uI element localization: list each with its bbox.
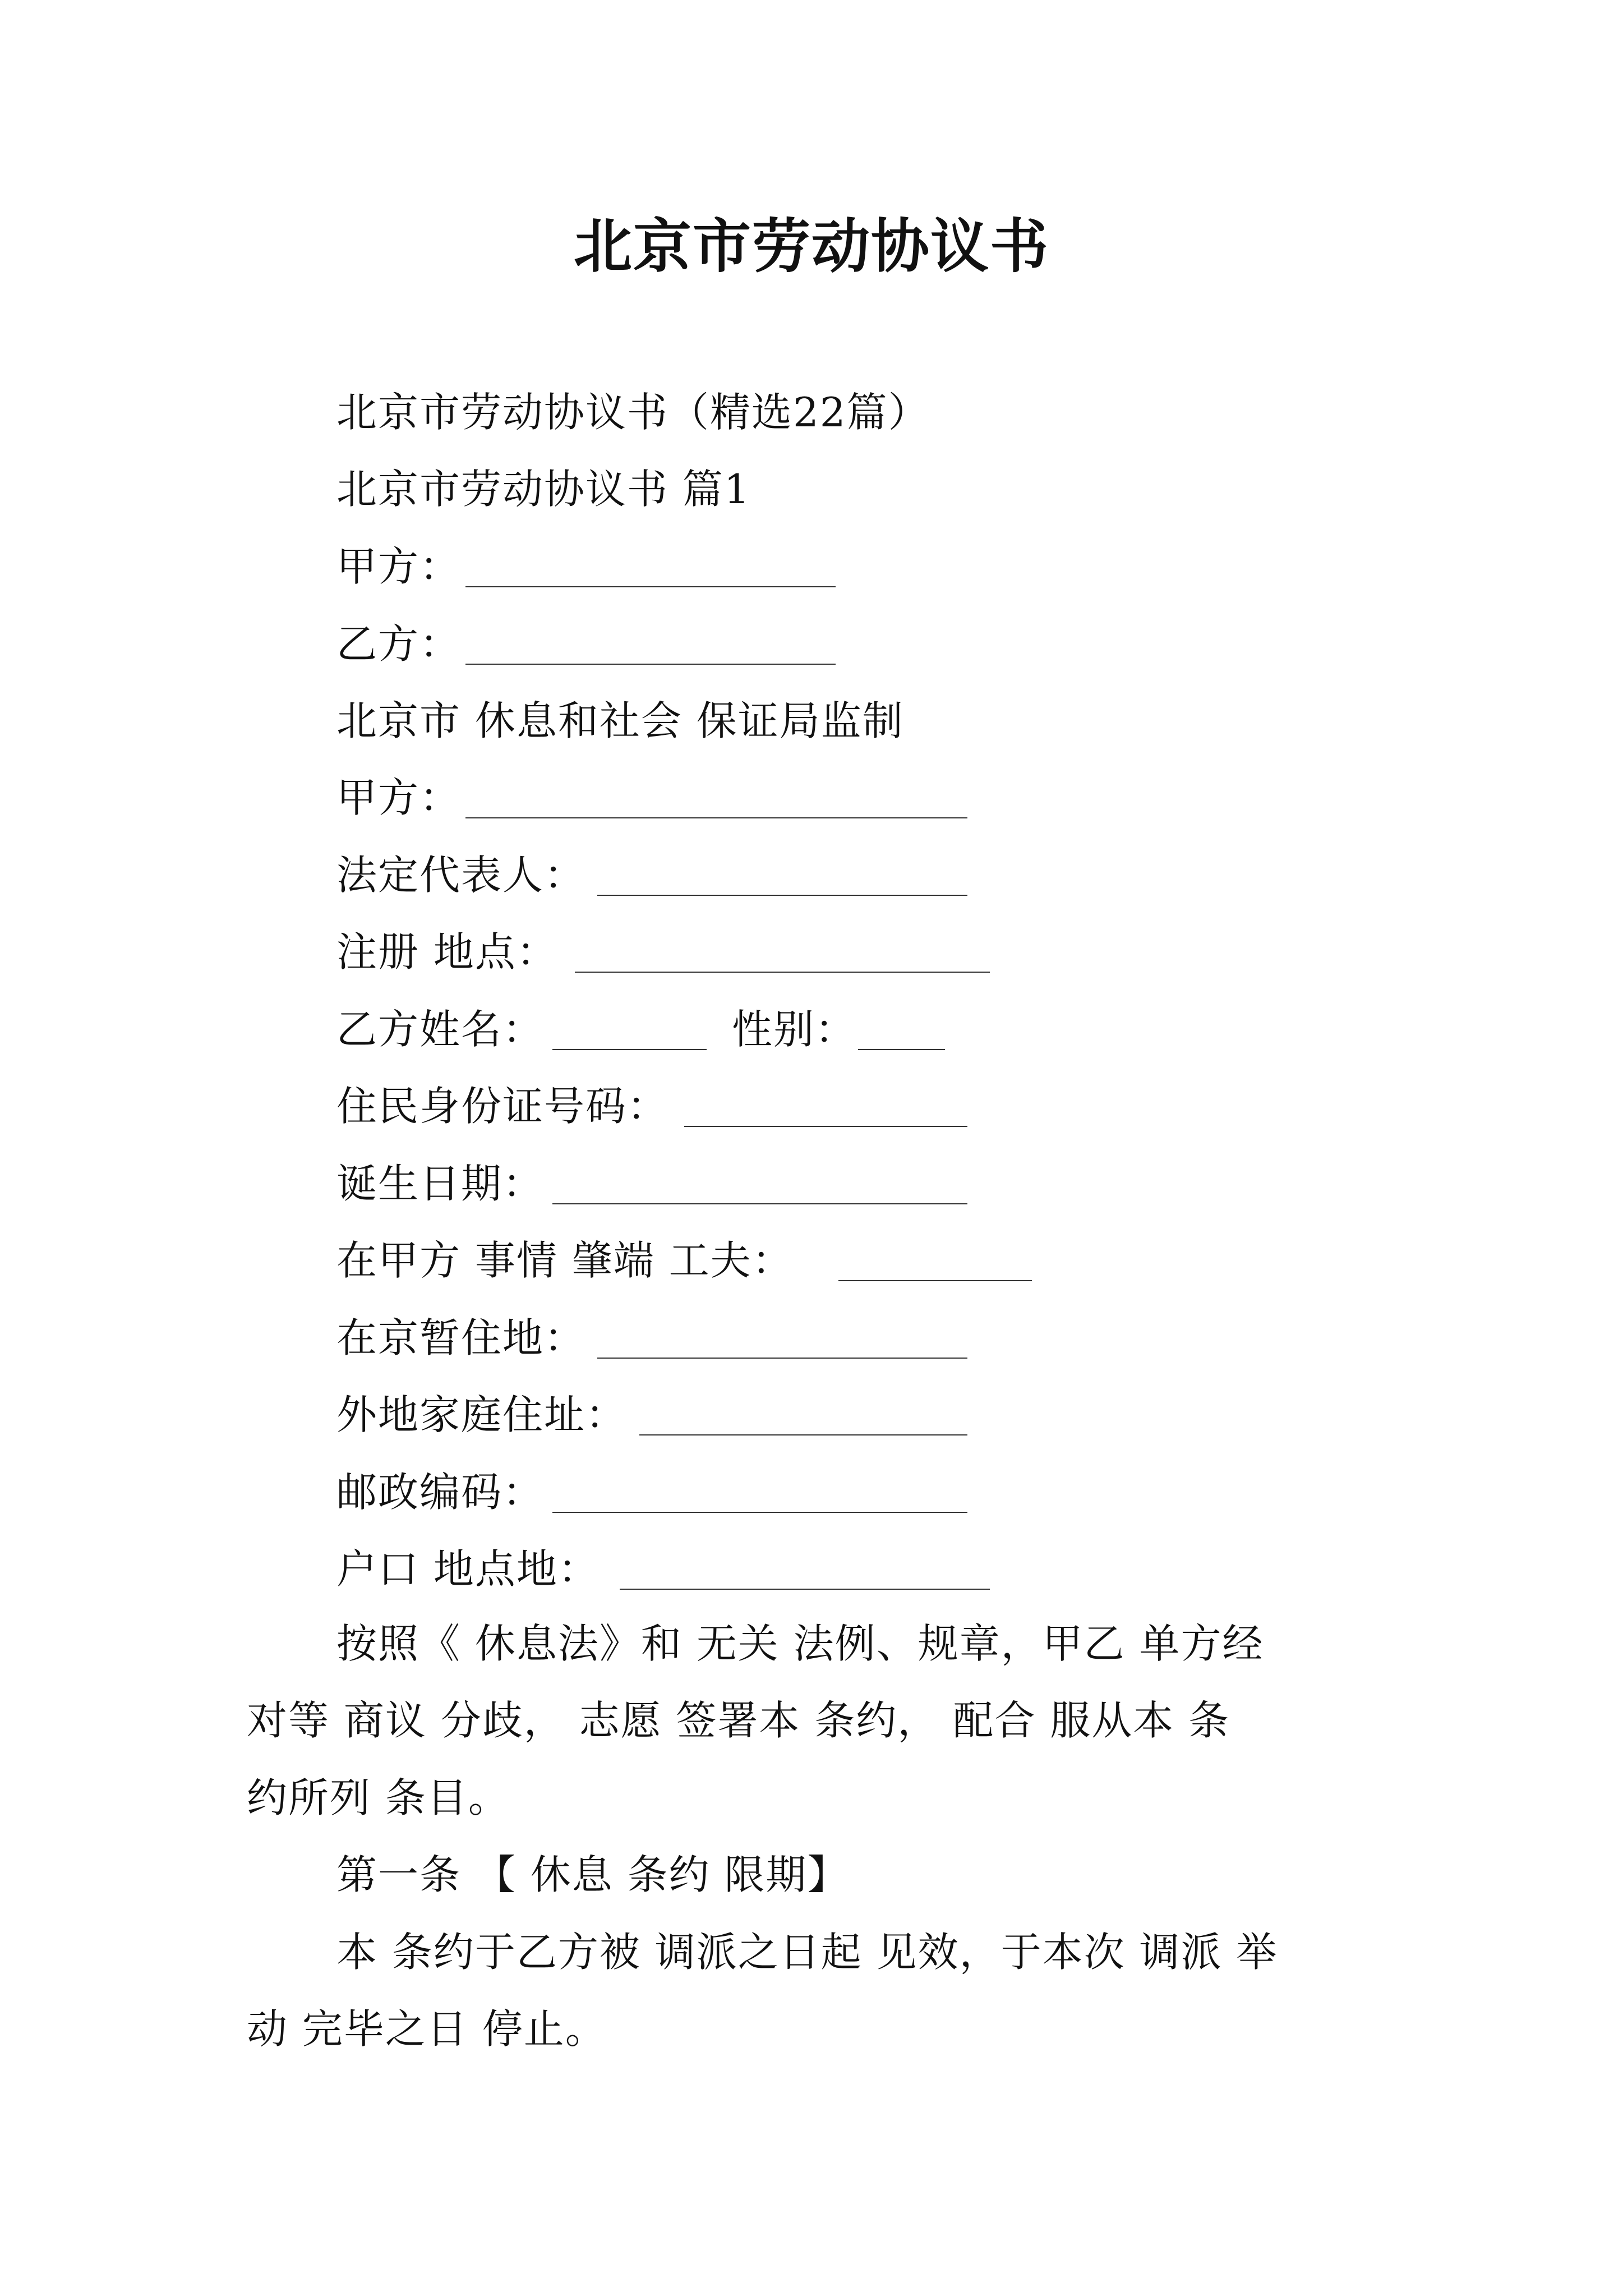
hukou-label: 户口 地点地：	[336, 1545, 600, 1593]
id-number-label: 住民身份证号码：	[336, 1083, 669, 1130]
home-address-label: 外地家庭住址：	[336, 1391, 628, 1438]
article-1-line-2: 动 完毕之日 停止。	[247, 2005, 607, 2053]
supervisor-line: 北京市 休息和社会 保证局监制	[336, 697, 904, 744]
intro-paragraph-line-1: 按照《 休息法》和 无关 法例、规章，甲乙 单方经	[336, 1620, 1264, 1667]
birth-date-label: 诞生日期：	[336, 1160, 545, 1207]
intro-paragraph-line-2: 对等 商议 分歧， 志愿 签署本 条约， 配合 服从本 条	[247, 1697, 1230, 1744]
page-title: 北京市劳动协议书	[573, 211, 1049, 280]
subtitle: 北京市劳动协议书（精选22篇）	[336, 389, 930, 436]
party-a-field-blank[interactable]	[465, 817, 967, 818]
party-b-label: 乙方：	[336, 620, 462, 668]
gender-label: 性别：	[732, 1006, 857, 1053]
postal-code-label: 邮政编码：	[336, 1469, 545, 1516]
hukou-blank[interactable]	[620, 1589, 990, 1590]
home-address-blank[interactable]	[639, 1434, 967, 1435]
temp-address-blank[interactable]	[597, 1358, 967, 1359]
id-number-blank[interactable]	[684, 1126, 967, 1127]
party-b-blank[interactable]	[465, 664, 836, 665]
party-a-blank[interactable]	[465, 586, 836, 587]
legal-rep-blank[interactable]	[597, 895, 967, 896]
b-name-label: 乙方姓名：	[336, 1006, 545, 1053]
temp-address-label: 在京暂住地：	[336, 1314, 586, 1361]
intro-paragraph-line-3: 约所列 条目。	[247, 1774, 510, 1821]
party-a-label: 甲方：	[336, 543, 462, 590]
legal-rep-label: 法定代表人：	[336, 852, 586, 899]
birth-date-blank[interactable]	[552, 1203, 967, 1204]
article-1-heading: 第一条 【 休息 条约 限期】	[336, 1851, 849, 1898]
reg-address-label: 注册 地点：	[336, 928, 558, 976]
postal-code-blank[interactable]	[552, 1512, 967, 1513]
reg-address-blank[interactable]	[575, 972, 990, 973]
b-name-blank[interactable]	[552, 1049, 707, 1050]
party-a-field-label: 甲方：	[336, 774, 462, 821]
chapter-heading: 北京市劳动协议书 篇1	[336, 466, 751, 513]
work-start-blank[interactable]	[838, 1280, 1032, 1281]
article-1-line-1: 本 条约于乙方被 调派之日起 见效，于本次 调派 举	[336, 1929, 1278, 1976]
gender-blank[interactable]	[858, 1049, 945, 1050]
work-start-label: 在甲方 事情 肇端 工夫：	[336, 1237, 794, 1284]
